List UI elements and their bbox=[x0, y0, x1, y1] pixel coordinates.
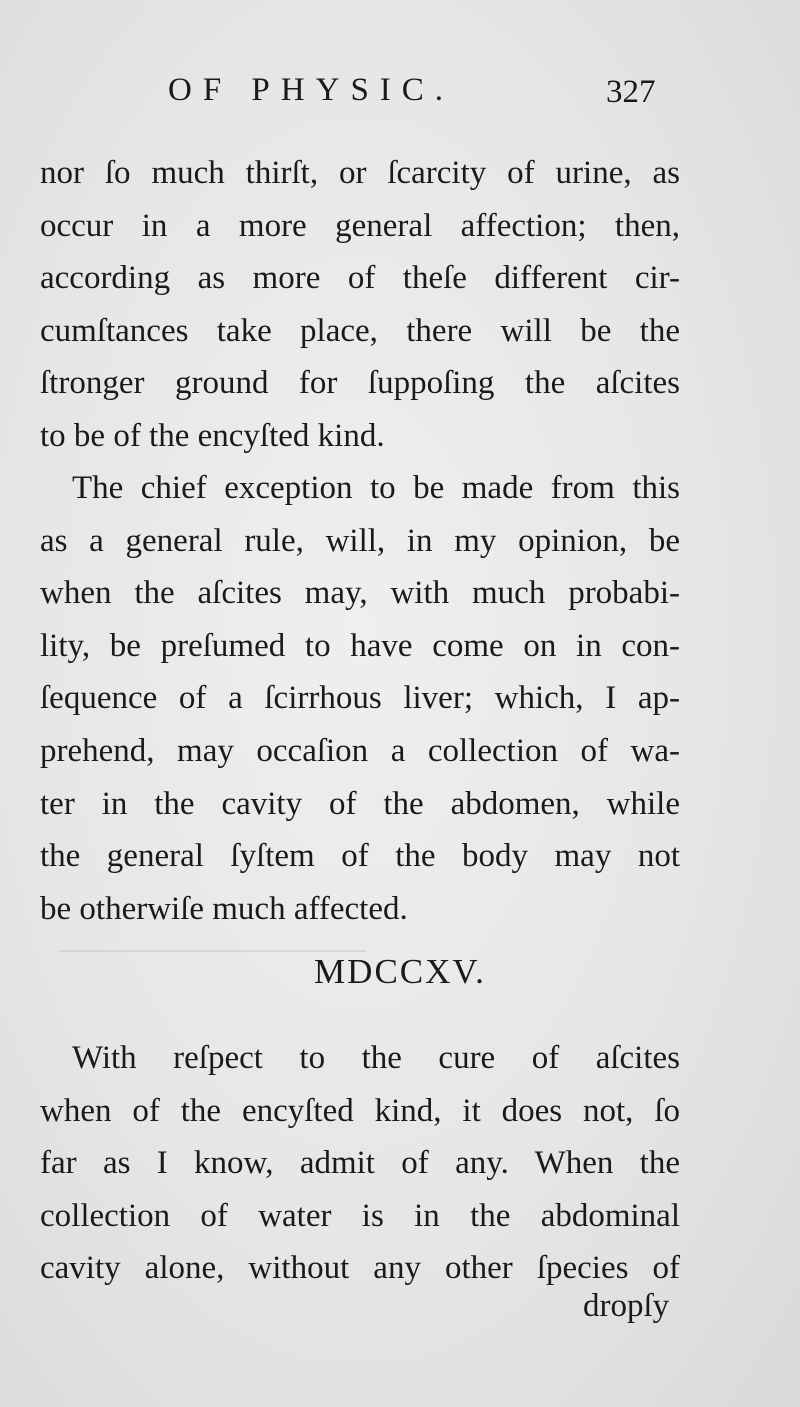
paragraph-2 bbox=[40, 462, 680, 935]
paragraph-3 bbox=[40, 1032, 680, 1295]
text-line: collection of water is in the abdominal bbox=[40, 1197, 680, 1234]
text-line: cumſtances take place, there will be the bbox=[40, 312, 680, 349]
text-line: occur in a more general affection; then, bbox=[40, 207, 680, 244]
text-line: ſequence of a ſcirrhous liver; which, I ap- bbox=[40, 680, 680, 717]
text-line: ſtronger ground for ſuppoſing the aſcites bbox=[40, 365, 680, 402]
text-line: far as I know, admit of any. When the bbox=[40, 1145, 680, 1182]
text-line: the general ſyſtem of the body may not bbox=[40, 838, 680, 875]
text-line: ter in the cavity of the abdomen, while bbox=[40, 785, 680, 822]
text-line: when of the encyſted kind, it does not, ſo bbox=[40, 1092, 680, 1129]
section-heading: MDCCXV. bbox=[314, 952, 486, 991]
catchword: dropſy bbox=[583, 1288, 670, 1324]
text-line: The chief exception to be made from this bbox=[72, 470, 680, 506]
text-line: when the aſcites may, with much probabi- bbox=[40, 575, 680, 612]
text-line: as a general rule, will, in my opinion, be bbox=[40, 522, 680, 559]
text-line: nor ſo much thirſt, or ſcarcity of urine, as bbox=[40, 155, 680, 191]
show-through-decoration: ————————— bbox=[60, 930, 366, 967]
text-line: according as more of theſe different cir- bbox=[40, 260, 680, 297]
page-number: 327 bbox=[606, 74, 656, 110]
running-head: OF PHYSIC. bbox=[168, 72, 455, 108]
text-line: cavity alone, without any other ſpecies of bbox=[40, 1250, 680, 1287]
text-line: to be of the encyſted kind. bbox=[40, 417, 385, 454]
text-line: prehend, may occaſion a collection of wa- bbox=[40, 732, 680, 769]
text-line: With reſpect to the cure of aſcites bbox=[72, 1040, 680, 1076]
paragraph-1 bbox=[40, 147, 680, 463]
text-line: lity, be preſumed to have come on in con- bbox=[40, 627, 680, 664]
page-header bbox=[0, 72, 800, 122]
text-line: be otherwiſe much affected. bbox=[40, 890, 408, 927]
